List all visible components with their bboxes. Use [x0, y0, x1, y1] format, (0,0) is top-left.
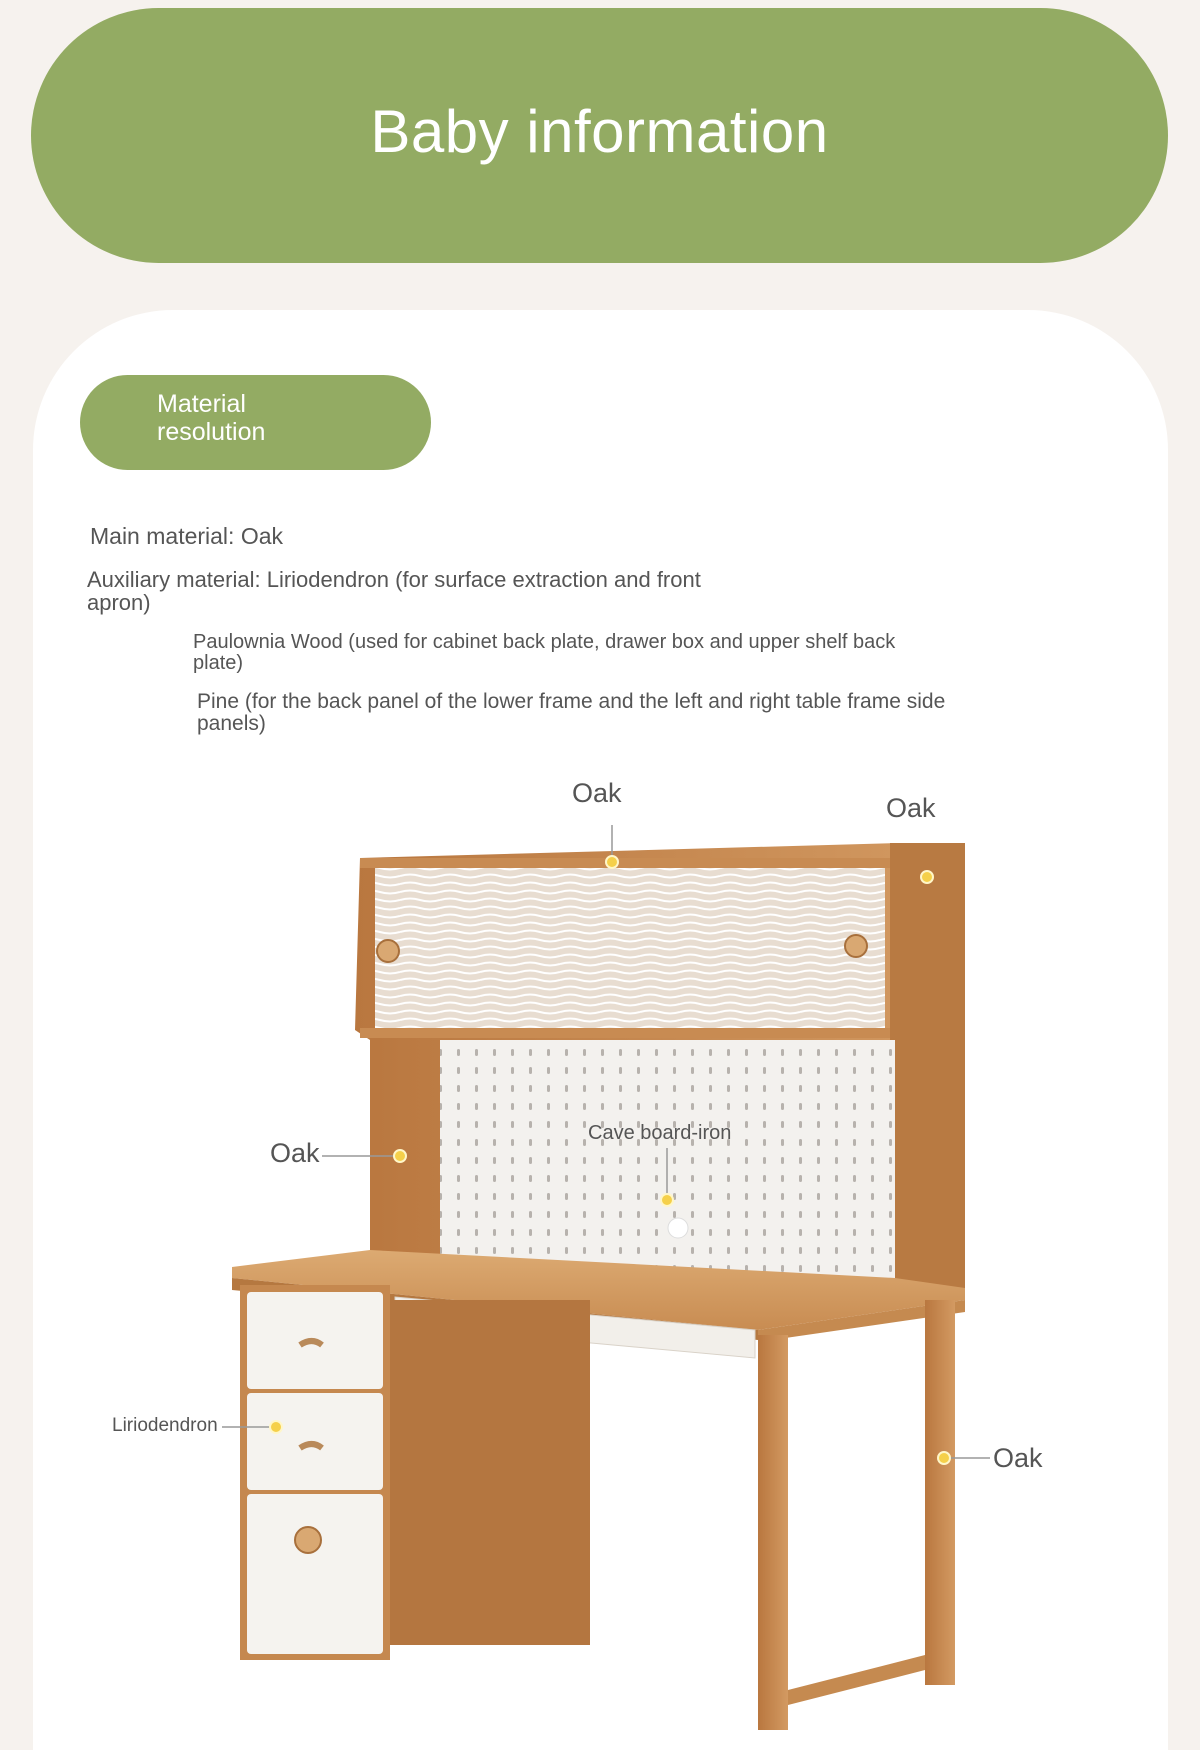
callout-right-leg: Oak: [993, 1443, 1043, 1473]
auxiliary-material-text: Auxiliary material: Liriodendron (for surface extraction and front apron): [87, 567, 701, 615]
marker-top-center: [606, 856, 618, 868]
left-front-leg: [758, 1335, 788, 1730]
hutch-right-post: [890, 843, 965, 1290]
door-knob-left: [377, 940, 399, 962]
marker-pegboard: [661, 1194, 673, 1206]
pine-material-text: Pine (for the back panel of the lower frame and the left and right table frame side panels): [197, 690, 946, 735]
callout-left-side: Oak: [270, 1138, 320, 1168]
door-knob-right: [845, 935, 867, 957]
marker-drawers: [270, 1421, 282, 1433]
leg-stretcher: [788, 1655, 925, 1705]
right-front-leg: [925, 1300, 955, 1685]
marker-left-side: [394, 1150, 406, 1162]
main-material-text: Main material: Oak: [90, 523, 284, 549]
marker-top-right: [921, 871, 933, 883]
glass-door: [375, 866, 885, 1031]
section-title: Material resolution: [157, 390, 266, 446]
callout-drawers: Liriodendron: [112, 1415, 218, 1436]
paulownia-material-text: Paulownia Wood (used for cabinet back plate, drawer box and upper shelf back plate): [193, 631, 896, 674]
callout-top-center: Oak: [572, 778, 622, 808]
callout-top-right: Oak: [886, 793, 936, 823]
drawer-3: [247, 1494, 383, 1654]
page-title: Baby information: [370, 98, 829, 165]
cabinet-side: [390, 1300, 590, 1645]
callout-pegboard: Cave board-iron: [588, 1122, 732, 1144]
marker-right-leg: [938, 1452, 950, 1464]
